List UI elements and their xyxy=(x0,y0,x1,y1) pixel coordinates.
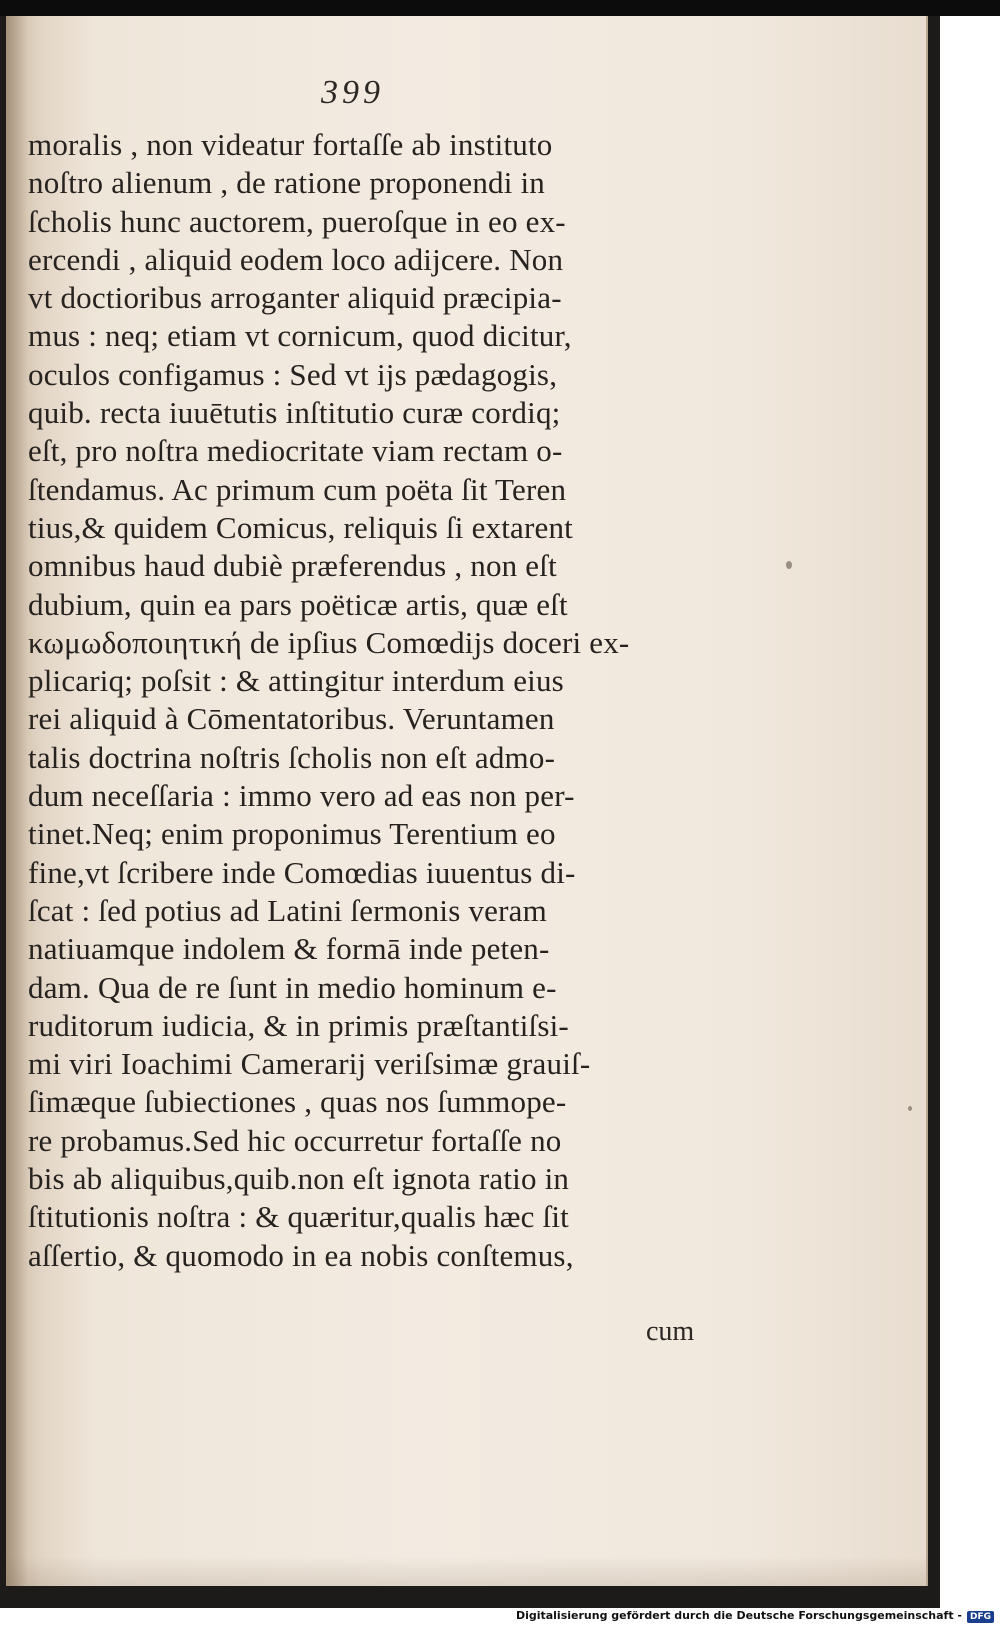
text-line: bis ab aliquibus,quib.non eſt ignota ratio in xyxy=(28,1161,570,1197)
text-line: ercendi , aliquid eodem loco adijcere. Non xyxy=(28,241,564,277)
text-line: dubium, quin ea pars poëticæ artis, quæ eſt xyxy=(28,586,568,622)
text-line: plicariq; poſsit : & attingitur interdum eius xyxy=(28,663,564,699)
text-line: aſſertio, & quomodo in ea nobis conſtemus, xyxy=(28,1237,574,1273)
text-line: κωμωδοποιητική de ipſius Comœdijs doceri ex- xyxy=(28,624,630,660)
page-number: 399 xyxy=(321,74,384,111)
paper-speck xyxy=(908,1106,912,1111)
text-line: natiuamque indolem & formā inde peten- xyxy=(28,931,550,967)
text-line: omnibus haud dubiè præferendus , non eſt xyxy=(28,548,557,584)
scan-top-band xyxy=(0,0,1000,16)
text-line: talis doctrina noſtris ſcholis non eſt admo- xyxy=(28,739,556,775)
text-line: ſtitutionis noſtra : & quæritur,qualis hæc ſit xyxy=(28,1199,569,1235)
body-text xyxy=(28,126,708,1275)
digitization-credit: Digitalisierung gefördert durch die Deutsche Forschungsgemeinschaft - xyxy=(515,1609,962,1622)
text-line: moralis , non videatur fortaſſe ab instituto xyxy=(28,127,553,162)
text-line: fine,vt ſcribere inde Comœdias iuuentus di- xyxy=(28,854,576,890)
text-line: dum neceſſaria : immo vero ad eas non per- xyxy=(28,778,575,814)
catchword: cum xyxy=(646,1316,695,1347)
paper-speck xyxy=(786,561,792,569)
gutter-shadow xyxy=(6,16,28,1586)
text-line: mus : neq; etiam vt cornicum, quod dicitur, xyxy=(28,318,572,354)
text-line: ſimæque ſubiectiones , quas nos ſummope- xyxy=(28,1084,567,1120)
text-line: dam. Qua de re ſunt in medio hominum e- xyxy=(28,969,557,1005)
book-page xyxy=(6,16,928,1586)
text-line: ſtendamus. Ac primum cum poëta ſit Teren xyxy=(28,471,567,507)
text-line: re probamus.Sed hic occurretur fortaſſe no xyxy=(28,1122,562,1158)
text-line: ſcat : ſed potius ad Latini ſermonis veram xyxy=(28,892,547,928)
dfg-logo: DFG xyxy=(967,1611,994,1623)
text-line: eſt, pro noſtra mediocritate viam rectam o- xyxy=(28,433,563,469)
text-line: ſcholis hunc auctorem, pueroſque in eo ex- xyxy=(28,203,566,239)
text-line: ruditorum iudicia, & in primis præſtantiſsi- xyxy=(28,1007,569,1043)
text-line: tinet.Neq; enim proponimus Terentium eo xyxy=(28,816,556,852)
text-line: mi viri Ioachimi Camerarij veriſsimæ grauiſ- xyxy=(28,1046,591,1082)
text-line: vt doctioribus arroganter aliquid præcipia- xyxy=(28,280,562,316)
text-line: noſtro alienum , de ratione proponendi in xyxy=(28,165,545,201)
text-line: quib. recta iuuētutis inſtitutio curæ cordiq; xyxy=(28,395,561,431)
text-line: rei aliquid à Cōmentatoribus. Veruntamen xyxy=(28,701,555,737)
text-line: oculos configamus : Sed vt ijs pædagogis, xyxy=(28,356,558,392)
text-line: tius,& quidem Comicus, reliquis ſi extarent xyxy=(28,509,573,545)
